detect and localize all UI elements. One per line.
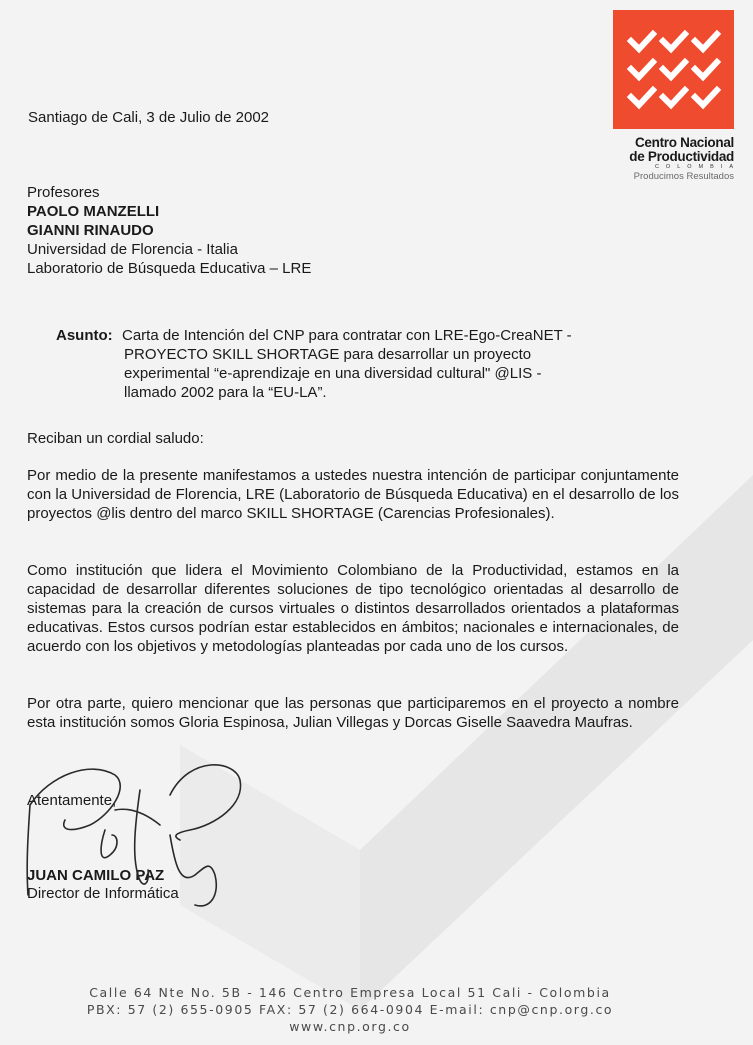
recipient-org-1: Universidad de Florencia - Italia [27, 241, 238, 258]
paragraph-3: Por otra parte, quiero mencionar que las personas que participaremos en el proyecto a nombre esta institución somos Gloria Espinosa, Julian Villegas y Dorcas Giselle Saavedra Maufras. [27, 695, 679, 731]
cnp-logo [613, 10, 740, 182]
subject-block [56, 326, 636, 402]
footer-address: Calle 64 Nte No. 5B - 146 Centro Empresa Local 51 Cali - Colombia [89, 985, 611, 1000]
closing: Atentamente, [27, 792, 117, 809]
recipient-org-2: Laboratorio de Búsqueda Educativa – LRE [27, 260, 312, 277]
logo-name-line2: de Productividad [629, 149, 734, 164]
recipient-title: Profesores [27, 184, 100, 201]
logo-checkmarks-icon [613, 10, 734, 129]
logo-country: COLOMBIA [654, 164, 740, 170]
logo-name-line1: Centro Nacional [634, 135, 734, 150]
paragraph-1: Por medio de la presente manifestamos a ustedes nuestra intención de participar conjuntamente con la Universidad de Florencia, LRE (Laboratorio de Búsqueda Educativa) en el desarrollo de los proyectos @lis dentro del marco SKILL SHORTAGE (Carencias Profesionales). [27, 467, 679, 522]
paragraph-2: Como institución que lidera el Movimiento Colombiano de la Productividad, estamos en la capacidad de desarrollar diferentes soluciones de tipo tecnológico orientadas al desarrollo de sistemas para la creación de cursos virtuales o distintos desarrollados orientados a plataformas educativas. Estos cursos podrían estar establecidos en ámbitos; nacionales e internacionales, de acuerdo con los objetivos y metodologías planteadas por cada uno de los cursos. [27, 562, 679, 655]
recipient-block [27, 183, 311, 278]
letter-date: Santiago de Cali, 3 de Julio de 2002 [28, 109, 270, 126]
recipient-name-2: GIANNI RINAUDO [27, 222, 154, 239]
handwritten-signature [20, 735, 250, 925]
subject-label: Asunto: [56, 327, 113, 344]
subject-line-2: PROYECTO SKILL SHORTAGE para desarrollar un proyecto [124, 346, 532, 363]
subject-line-4: llamado 2002 para la “EU-LA”. [124, 384, 327, 401]
subject-line-1: Carta de Intención del CNP para contratar con LRE-Ego-CreaNET - [122, 327, 572, 344]
footer-website: www.cnp.org.co [289, 1019, 411, 1034]
greeting: Reciban un cordial saludo: [27, 430, 204, 447]
footer-contact: PBX: 57 (2) 655-0905 FAX: 57 (2) 664-0904 E-mail: cnp@cnp.org.co [86, 1002, 614, 1017]
signer-name: JUAN CAMILO PAZ [27, 867, 165, 884]
logo-slogan: Producimos Resultados [633, 171, 734, 182]
signer-title: Director de Informática [27, 885, 179, 902]
subject-line-3: experimental “e-aprendizaje en una diversidad cultural" @LIS - [124, 365, 542, 382]
recipient-name-1: PAOLO MANZELLI [27, 203, 160, 220]
